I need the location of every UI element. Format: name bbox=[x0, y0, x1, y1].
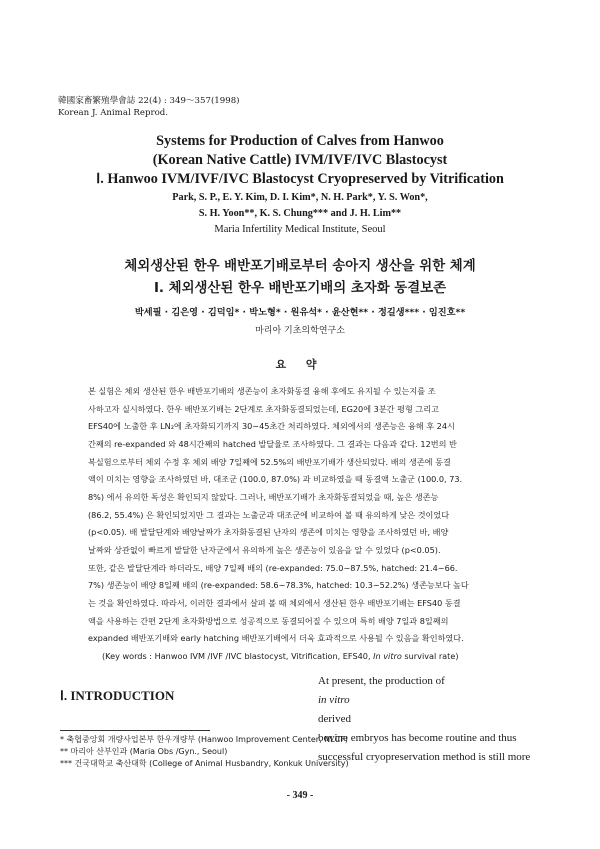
title-english-line-3: Ⅰ. Hanwoo IVM/IVF/IVC Blastocyst Cryopreserved by Vitrification bbox=[96, 171, 504, 187]
abstract-body bbox=[88, 383, 540, 666]
abstract-line: EFS40에 노출한 후 LN₂에 초자화되기까지 30∼45초간 처리하였다. 체외에서의 생존능은 융해 후 24시 bbox=[88, 421, 455, 432]
keywords bbox=[88, 648, 540, 666]
footnote: * 축협중앙회 개량사업본부 한우개량부 (Hanwoo Improvement Center, NLCF) bbox=[60, 735, 348, 744]
abstract-line: (86.2, 55.4%) 은 확인되었지만 그 결과는 노출군과 대조군에 비교하여 볼 때 유의하게 낮은 것이었다 bbox=[88, 509, 450, 520]
authors-english bbox=[60, 190, 540, 222]
abstract-line: 간째의 re-expanded 와 48시간째의 hatched 발달율로 조사하였다. 그 결과는 다음과 같다. 12번의 반 bbox=[88, 438, 457, 449]
abstract-line: 날짜와 상관없이 빠르게 발달한 난자군에서 유의하게 높은 생존능이 있음을 알 수 있었다 (p<0.05). bbox=[88, 544, 441, 555]
abstract-heading: 요 약 bbox=[275, 358, 325, 371]
keywords-prefix: (Key words : Hanwoo IVM /IVF /IVC blastocyst, Vitrification, EFS40, bbox=[102, 650, 374, 661]
keywords-italic: In vitro bbox=[373, 650, 402, 661]
title-korean bbox=[60, 256, 540, 300]
affiliation-korean: 마리아 기초의학연구소 bbox=[255, 326, 345, 336]
authors-english-line-1: Park, S. P., E. Y. Kim, D. I. Kim*, N. H. Park*, Y. S. Won*, bbox=[172, 192, 428, 203]
affiliation-english: Maria Infertility Medical Institute, Seoul bbox=[214, 224, 386, 235]
abstract-line: expanded 배반포기배와 early hatching 배반포기배에서 더욱 효과적으로 사용될 수 있음을 확인하였다. bbox=[88, 633, 464, 644]
introduction-line: bovine embryos has become routine and thus bbox=[318, 732, 517, 744]
abstract-line: 액을 사용하는 간편 2단계 초자화방법으로 성공적으로 동결되어질 수 있으며 특히 배양 7일과 8일째의 bbox=[88, 615, 449, 626]
introduction-body bbox=[318, 672, 544, 767]
keywords-suffix: survival rate) bbox=[401, 650, 459, 661]
footnote-divider bbox=[60, 730, 210, 731]
abstract-line: (p<0.05). 배 발달단계와 배양날짜가 초자화동결된 난자의 생존에 미치는 영향을 조사하였던 바, 배양 bbox=[88, 527, 449, 538]
abstract-line: 사하고자 실시하였다. 한우 배반포기배는 2단계로 초자화동결되었는데, EG20에 3분간 평형 그리고 bbox=[88, 403, 439, 414]
footnote: ** 마리아 산부인과 (Maria Obs /Gyn., Seoul) bbox=[60, 747, 228, 756]
abstract-line: 7%) 생존능이 배양 8일째 배의 (re-expanded: 58.6∼78.3%, hatched: 10.3∼52.2%) 생존능보다 높다 bbox=[88, 580, 469, 591]
journal-citation-english: Korean J. Animal Reprod. bbox=[58, 108, 169, 118]
footnotes bbox=[60, 734, 349, 770]
footnote: *** 건국대학교 축산대학 (College of Animal Husbandry, Konkuk University) bbox=[60, 759, 349, 768]
abstract-line: 는 것을 확인하였다. 따라서, 이러한 결과에서 살펴 볼 때 체외에서 생산된 한우 배반포기배는 EFS40 동결 bbox=[88, 597, 461, 608]
abstract-line: 8%) 에서 유의한 독성은 확인되지 않았다. 그러나, 배반포기배가 초자화동결되었을 때, 높은 생존능 bbox=[88, 491, 439, 502]
title-english-line-2: (Korean Native Cattle) IVM/IVF/IVC Blastocyst bbox=[152, 152, 448, 168]
introduction-line bbox=[318, 672, 544, 729]
introduction-italic: in vitro bbox=[318, 694, 350, 706]
introduction-text: derived bbox=[318, 713, 351, 725]
abstract-line: 또한, 같은 발달단계라 하더라도, 배양 7일째 배의 (re-expanded: 75.0∼87.5%, hatched: 21.4∼66. bbox=[88, 562, 458, 573]
page-number: - 349 - bbox=[286, 790, 314, 801]
authors-korean: 박세필 · 김은영 · 김덕임* · 박노형* · 원유석* · 윤산현** · 정길생*** · 임진호** bbox=[134, 307, 466, 318]
journal-citation bbox=[58, 95, 240, 119]
title-korean-line-1: 체외생산된 한우 배반포기배로부터 송아지 생산을 위한 체계 bbox=[124, 259, 476, 274]
journal-citation-korean: 韓國家畜繁殖學會誌 22(4) : 349～357(1998) bbox=[58, 96, 240, 106]
title-english-line-1: Systems for Production of Calves from Hanwoo bbox=[156, 133, 444, 149]
authors-english-line-2: S. H. Yoon**, K. S. Chung*** and J. H. Lim** bbox=[198, 208, 402, 219]
introduction-line: successful cryopreservation method is still more bbox=[318, 751, 531, 763]
abstract-line: 액이 미치는 영향을 조사하였던 바, 대조군 (100.0, 87.0%) 과 비교하였을 때 동결액 노출군 (100.0, 73. bbox=[88, 474, 463, 485]
abstract-line: 본 실험은 체외 생산된 한우 배반포기배의 생존능이 초자화동결 융해 후에도 유지될 수 있는지를 조 bbox=[88, 386, 436, 396]
abstract-line: 복실험으로부터 체외 수정 후 체외 배양 7일째에 52.5%의 배반포기배가 생산되었다. 배의 생존에 동결 bbox=[88, 456, 451, 467]
title-korean-line-2: Ⅰ. 체외생산된 한우 배반포기배의 초자화 동결보존 bbox=[153, 281, 447, 296]
introduction-text: At present, the production of bbox=[318, 675, 445, 687]
title-english bbox=[60, 132, 540, 189]
introduction-heading: Ⅰ. INTRODUCTION bbox=[60, 688, 175, 703]
